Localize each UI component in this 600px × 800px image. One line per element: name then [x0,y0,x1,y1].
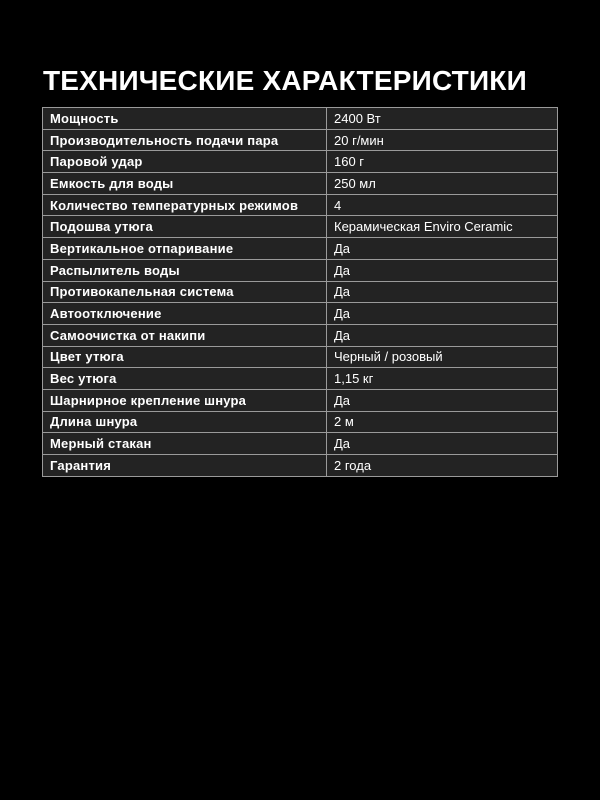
table-row [43,281,558,303]
spec-value-cell: Керамическая Enviro Ceramic [327,216,558,238]
spec-value-cell: Да [327,281,558,303]
table-row [43,108,558,130]
table-row [43,411,558,433]
spec-value-cell: 4 [327,194,558,216]
page-title: ТЕХНИЧЕСКИЕ ХАРАКТЕРИСТИКИ [43,64,527,96]
spec-label-cell: Гарантия [43,455,327,477]
spec-label-cell: Количество температурных режимов [43,194,327,216]
table-row [43,324,558,346]
spec-value-cell: 2 года [327,455,558,477]
spec-label-cell: Автоотключение [43,303,327,325]
spec-value-cell: Да [327,259,558,281]
table-row [43,455,558,477]
spec-value-cell: 20 г/мин [327,129,558,151]
spec-label-cell: Емкость для воды [43,173,327,195]
table-row [43,194,558,216]
spec-value-cell: Черный / розовый [327,346,558,368]
table-row [43,346,558,368]
spec-value-cell: Да [327,389,558,411]
specs-section [42,107,558,477]
spec-label-cell: Паровой удар [43,151,327,173]
spec-value-cell: 2400 Вт [327,108,558,130]
spec-label-cell: Шарнирное крепление шнура [43,389,327,411]
table-row [43,368,558,390]
spec-value-cell: 2 м [327,411,558,433]
spec-value-cell: Да [327,433,558,455]
table-row [43,216,558,238]
table-row [43,303,558,325]
spec-value-cell: Да [327,238,558,260]
specs-table [42,107,558,477]
spec-label-cell: Мерный стакан [43,433,327,455]
spec-label-cell: Вертикальное отпаривание [43,238,327,260]
spec-value-cell: 160 г [327,151,558,173]
table-row [43,173,558,195]
spec-label-cell: Мощность [43,108,327,130]
spec-label-cell: Самоочистка от накипи [43,324,327,346]
spec-value-cell: Да [327,324,558,346]
spec-value-cell: 1,15 кг [327,368,558,390]
table-row [43,151,558,173]
spec-label-cell: Длина шнура [43,411,327,433]
spec-label-cell: Распылитель воды [43,259,327,281]
table-row [43,433,558,455]
spec-label-cell: Противокапельная система [43,281,327,303]
spec-value-cell: 250 мл [327,173,558,195]
table-row [43,259,558,281]
table-row [43,389,558,411]
spec-label-cell: Подошва утюга [43,216,327,238]
spec-label-cell: Вес утюга [43,368,327,390]
table-row [43,129,558,151]
specs-table-body [43,108,558,477]
spec-value-cell: Да [327,303,558,325]
spec-label-cell: Производительность подачи пара [43,129,327,151]
table-row [43,238,558,260]
spec-label-cell: Цвет утюга [43,346,327,368]
